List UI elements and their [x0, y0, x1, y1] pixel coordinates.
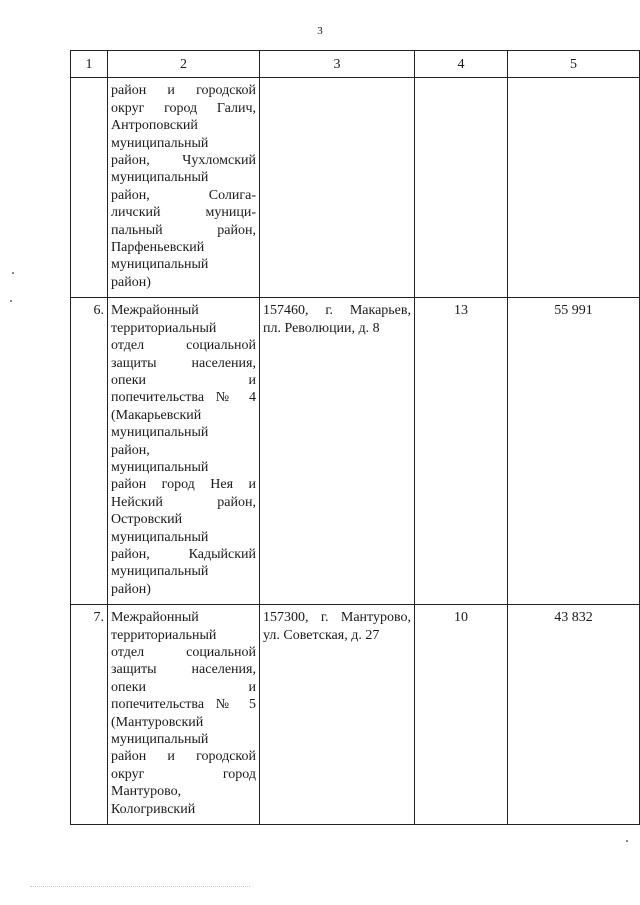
department-name-line: защиты населения, [111, 662, 256, 678]
department-name-line: район, [111, 442, 150, 458]
department-name-line: район, Чухломский [111, 153, 256, 169]
department-name-line: муниципальный [111, 564, 209, 580]
department-name-line: Мантурово, [111, 784, 182, 800]
department-name-line: район город Нея и [111, 477, 256, 493]
department-name-line: (Мантуровский [111, 714, 204, 730]
department-name-line: округ город Галич, [111, 100, 256, 116]
scan-artifact [30, 886, 250, 893]
department-name-line: муниципальный [111, 257, 209, 273]
department-name-cell [108, 78, 260, 298]
department-name-line: муниципальный [111, 732, 209, 748]
table-row [71, 298, 640, 605]
department-name-line: район, Солига- [111, 187, 256, 203]
department-name-line: Межрайонный [111, 303, 199, 319]
department-name-line: опеки и [111, 679, 256, 695]
department-name-line: район и городской [111, 83, 256, 99]
department-name-line: опеки и [111, 372, 256, 388]
department-name-line: район и городской [111, 749, 256, 765]
table-body [71, 78, 640, 825]
department-name-line: муниципальный [111, 135, 209, 151]
address-cell [260, 78, 415, 298]
scan-speck [626, 840, 628, 842]
amount-cell: 55 991 [508, 298, 640, 605]
department-name-cell [108, 605, 260, 825]
column-header-5: 5 [508, 51, 640, 78]
scan-speck [12, 272, 14, 274]
document-table [70, 50, 640, 825]
department-name-line: отдел социальной [111, 338, 256, 354]
department-name-line: попечительства № 5 [111, 697, 256, 713]
department-name-line: защиты населения, [111, 355, 256, 371]
department-name-line: пальный район, [111, 222, 256, 238]
department-name-line: попечительства № 4 [111, 390, 256, 406]
address-line: пл. Революции, д. 8 [263, 320, 380, 336]
table-header-row [71, 51, 640, 78]
amount-cell [508, 78, 640, 298]
department-name-line: округ город [111, 766, 256, 782]
department-name-line: район) [111, 581, 151, 597]
department-name-line: территориальный [111, 320, 217, 336]
department-name-line: личский муници- [111, 205, 256, 221]
address-line: 157300, г. Мантурово, [263, 610, 411, 626]
table-row [71, 605, 640, 825]
row-number: 7. [71, 605, 108, 825]
table-row [71, 78, 640, 298]
page-number: 3 [317, 25, 323, 37]
department-name-line: Антроповский [111, 118, 198, 134]
row-number: 6. [71, 298, 108, 605]
department-name-cell [108, 298, 260, 605]
address-line: 157460, г. Макарьев, [263, 303, 411, 319]
department-name-line: Нейский район, [111, 494, 256, 510]
column-header-1: 1 [71, 51, 108, 78]
department-name-line: муниципальный [111, 425, 209, 441]
department-name-line: район, Кадыйский [111, 546, 256, 562]
address-line: ул. Советская, д. 27 [263, 627, 380, 643]
department-name-line: муниципальный [111, 459, 209, 475]
department-name-line: (Макарьевский [111, 407, 202, 423]
count-cell: 13 [415, 298, 508, 605]
column-header-4: 4 [415, 51, 508, 78]
department-name-line: Островский [111, 512, 183, 528]
column-header-2: 2 [108, 51, 260, 78]
department-name-line: Парфеньевский [111, 240, 205, 256]
department-name-line: муниципальный [111, 170, 209, 186]
department-name-line: Кологривский [111, 801, 196, 817]
department-name-line: территориальный [111, 627, 217, 643]
department-name-line: Межрайонный [111, 610, 199, 626]
address-cell [260, 298, 415, 605]
department-name-line: муниципальный [111, 529, 209, 545]
row-number [71, 78, 108, 298]
scan-speck [10, 300, 12, 302]
amount-cell: 43 832 [508, 605, 640, 825]
address-cell [260, 605, 415, 825]
department-name-line: район) [111, 274, 151, 290]
department-name-line: отдел социальной [111, 645, 256, 660]
count-cell: 10 [415, 605, 508, 825]
count-cell [415, 78, 508, 298]
column-header-3: 3 [260, 51, 415, 78]
